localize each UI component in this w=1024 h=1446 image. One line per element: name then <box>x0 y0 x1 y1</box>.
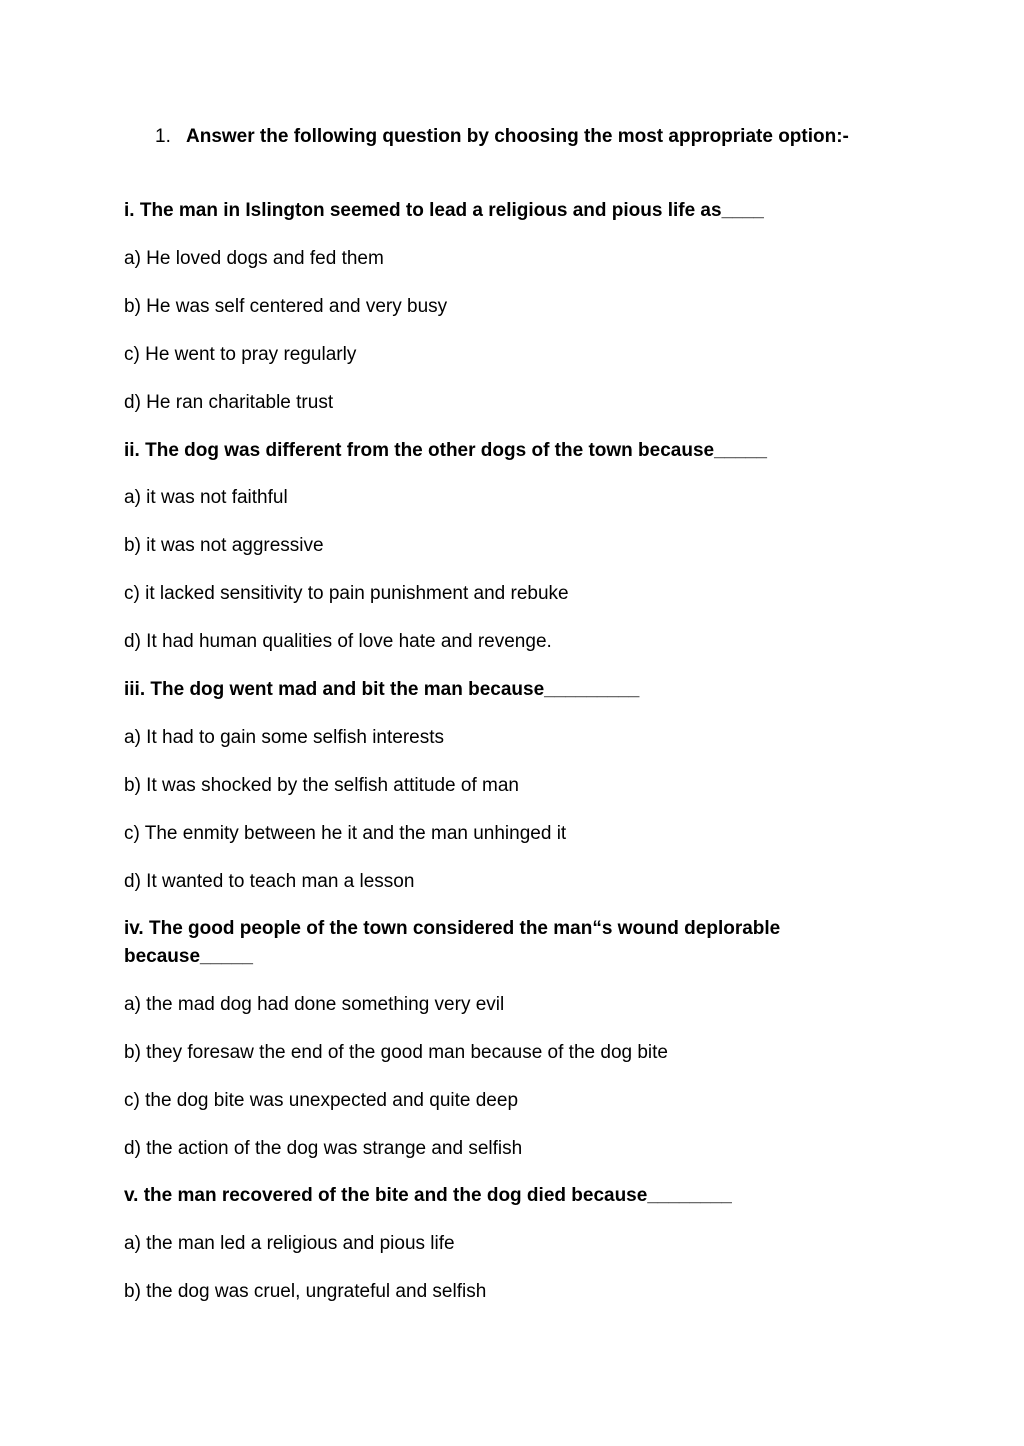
question-4-option-a: a) the mad dog had done something very evil <box>124 994 505 1015</box>
question-2-option-c: c) it lacked sensitivity to pain punishment and rebuke <box>124 583 569 604</box>
question-5-option-a: a) the man led a religious and pious life <box>124 1233 455 1254</box>
question-2-option-d: d) It had human qualities of love hate and revenge. <box>124 631 552 652</box>
question-4-option-c: c) the dog bite was unexpected and quite deep <box>124 1090 519 1111</box>
instruction-text: Answer the following question by choosing the most appropriate option:- <box>186 126 849 147</box>
question-1-option-b: b) He was self centered and very busy <box>124 296 448 317</box>
question-3-option-d: d) It wanted to teach man a lesson <box>124 871 415 892</box>
question-1-option-c: c) He went to pray regularly <box>124 344 357 365</box>
question-4: iv. The good people of the town considered the man“s wound deplorable because_____ <box>124 918 781 967</box>
question-2: ii. The dog was different from the other dogs of the town because_____ <box>124 440 767 461</box>
question-1: i. The man in Islington seemed to lead a religious and pious life as____ <box>124 200 764 221</box>
question-3-option-c: c) The enmity between he it and the man unhinged it <box>124 823 567 844</box>
question-1-option-a: a) He loved dogs and fed them <box>124 248 384 269</box>
question-2-option-b: b) it was not aggressive <box>124 535 324 556</box>
question-4-option-d: d) the action of the dog was strange and selfish <box>124 1138 523 1159</box>
question-3-option-a: a) It had to gain some selfish interests <box>124 727 444 748</box>
question-5: v. the man recovered of the bite and the dog died because________ <box>124 1185 732 1206</box>
question-2-option-a: a) it was not faithful <box>124 487 288 508</box>
question-3-option-b: b) It was shocked by the selfish attitude of man <box>124 775 519 796</box>
question-3: iii. The dog went mad and bit the man because_________ <box>124 679 640 700</box>
question-4-option-b: b) they foresaw the end of the good man because of the dog bite <box>124 1042 668 1063</box>
question-1-option-d: d) He ran charitable trust <box>124 392 334 413</box>
instruction-number: 1. <box>155 126 171 147</box>
question-5-option-b: b) the dog was cruel, ungrateful and selfish <box>124 1281 487 1302</box>
instruction-heading <box>155 123 855 151</box>
